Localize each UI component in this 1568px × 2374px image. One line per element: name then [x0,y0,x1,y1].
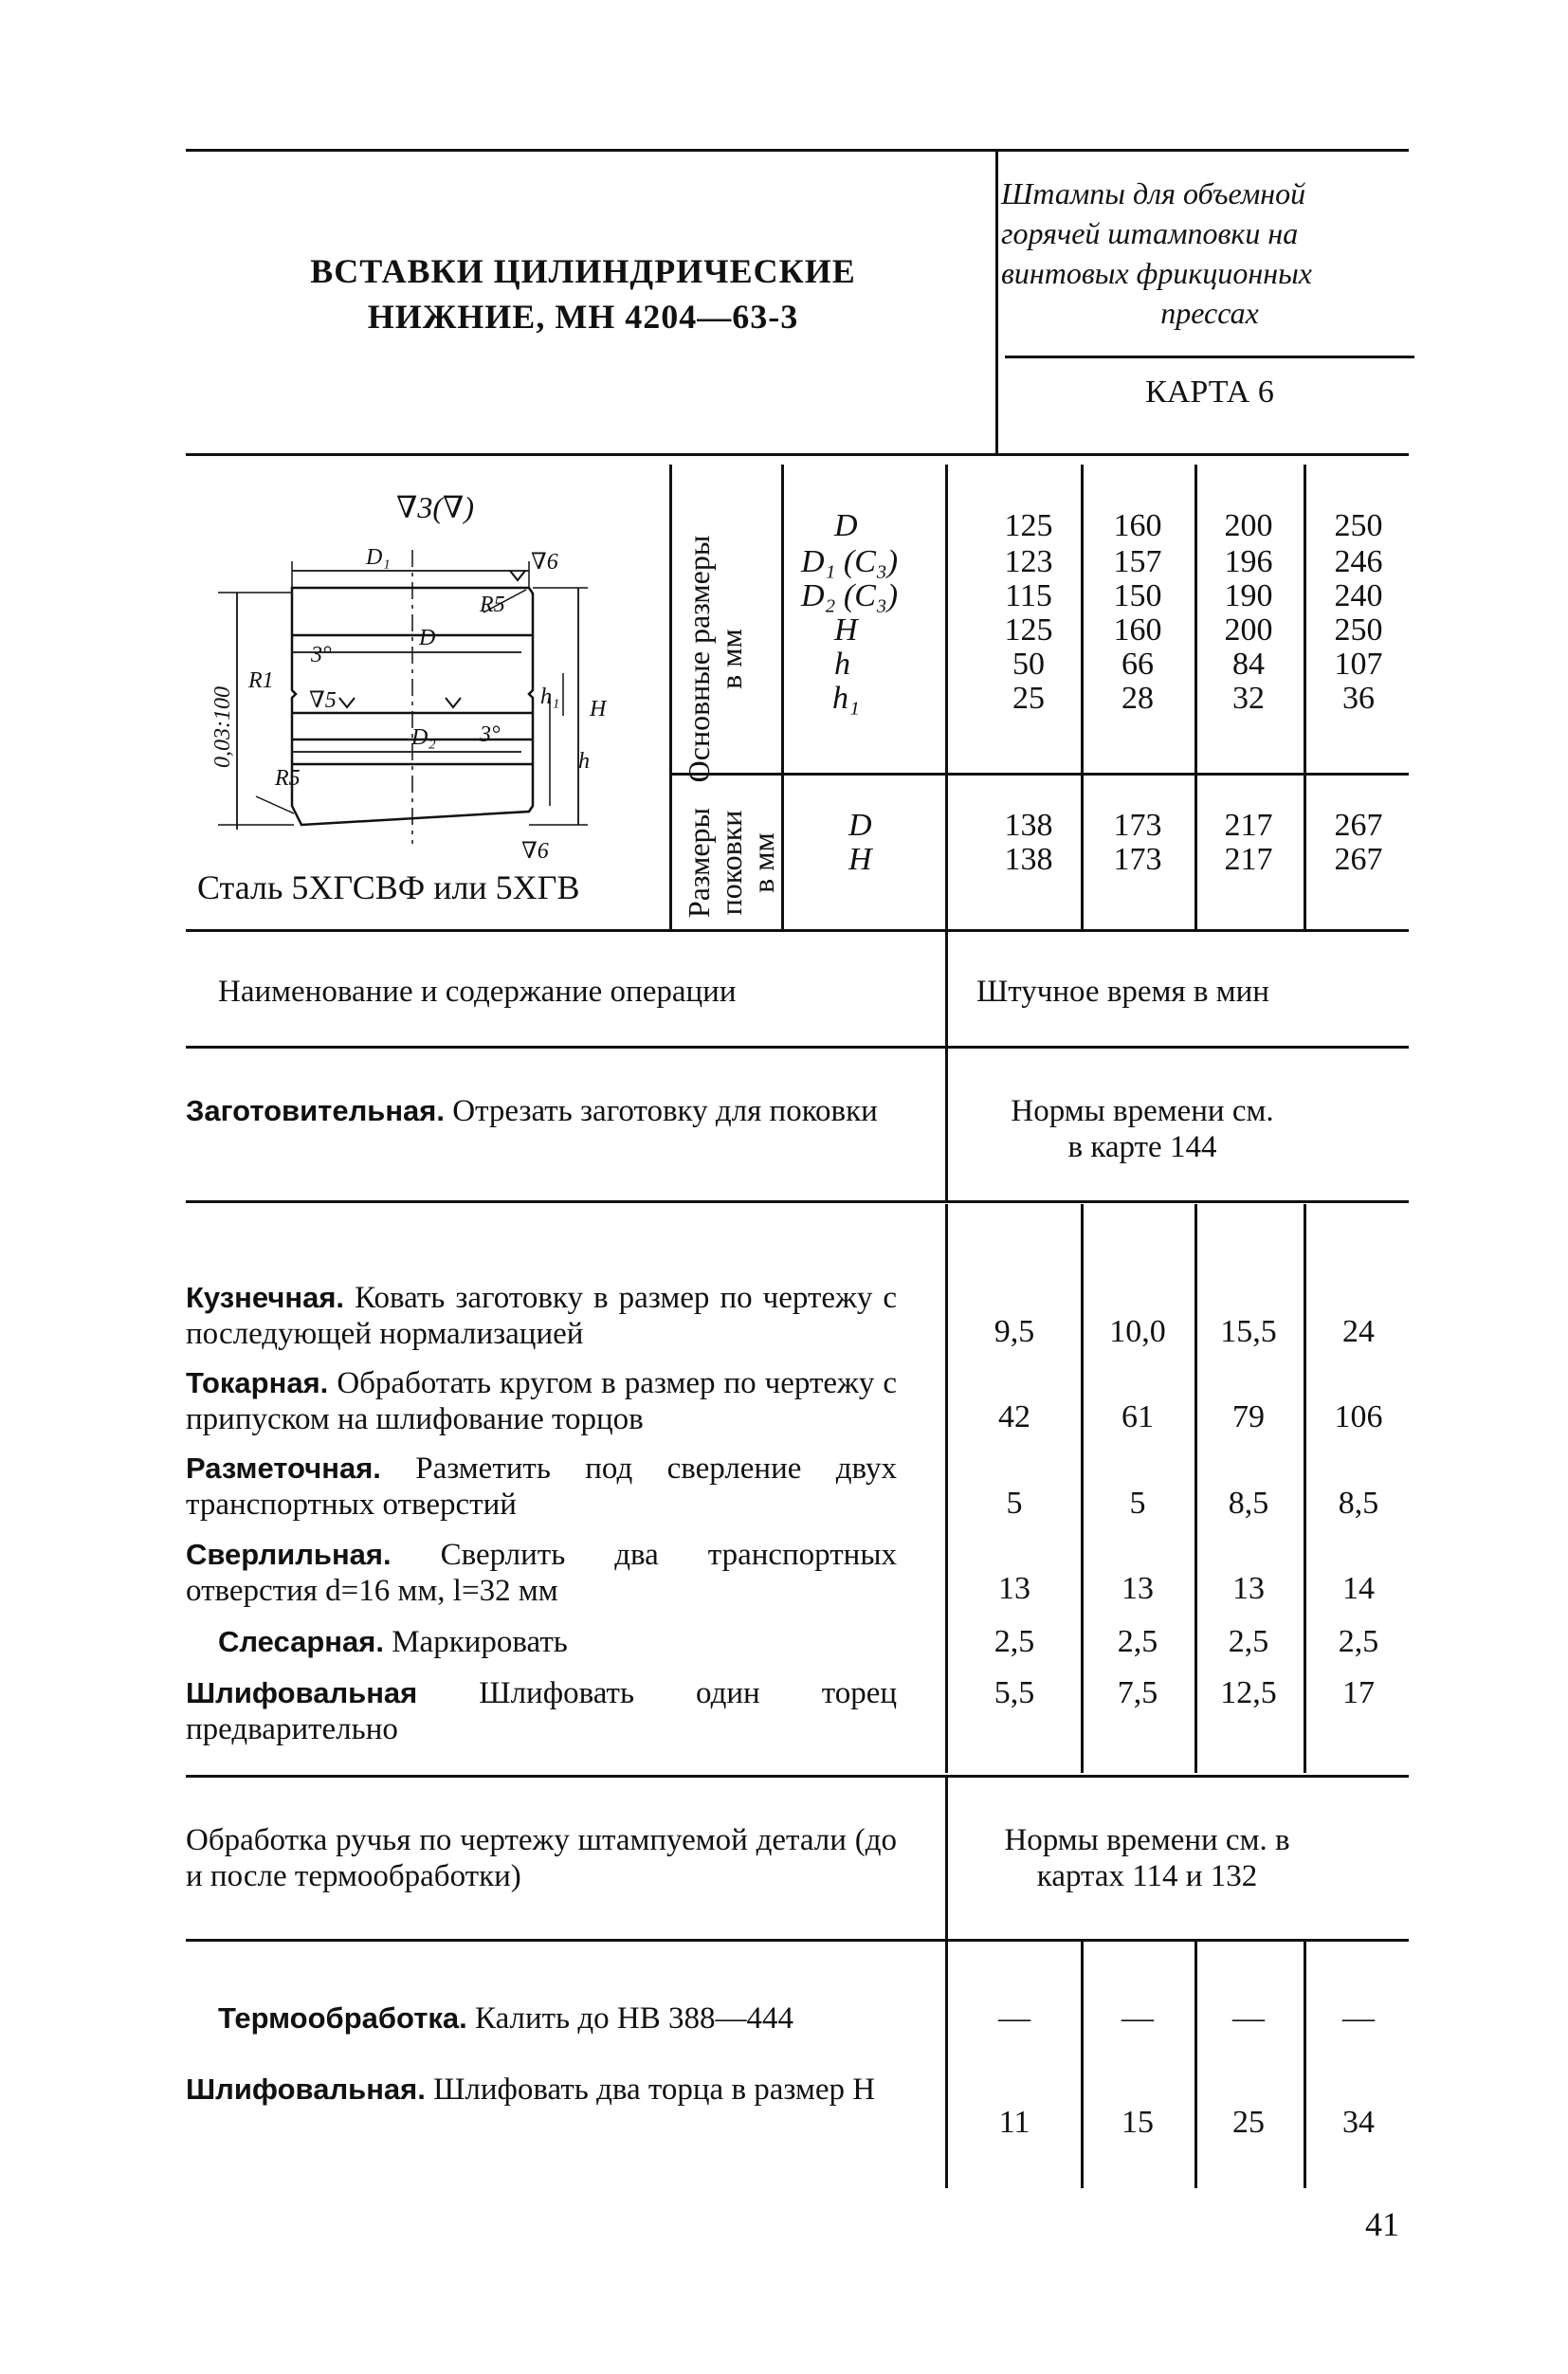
final-divider-2 [1081,1942,1084,2188]
ops-header-divider [945,932,948,1046]
label-roughness-6: ∇6 [531,550,558,575]
op-blank [186,1093,897,1129]
dim-value: 250 [1334,612,1383,648]
dim-value: 28 [1121,681,1154,716]
forge-value: 138 [1004,842,1053,877]
time-value: 2,5 [994,1624,1035,1659]
time-value: 8,5 [1228,1486,1269,1521]
label-h1: h₁ [540,685,560,709]
op-text: Сверлить два транспортных отверстия d=16 мм, l=32 мм [186,1538,897,1608]
time-value: 8,5 [1338,1486,1379,1521]
op-text: Разметить под сверление двух транспортных отверстий [186,1452,897,1522]
dim-value: 125 [1004,508,1053,543]
dim-value: 160 [1113,612,1162,648]
op-drilling [186,1537,897,1609]
label-tolerance: 0,03:100 [210,686,235,768]
dim-value: 115 [1005,578,1052,613]
ops-divider-2 [1081,1204,1084,1773]
time-value: 13 [998,1571,1030,1606]
dim-value: 125 [1004,612,1053,648]
op-grinding [186,1675,897,1747]
symbol: H [834,612,858,648]
label-angle: 3° [311,643,332,667]
blank-rule [186,1200,1409,1203]
op-text: Шлифовать один торец предварительно [186,1676,897,1746]
symbol: D₂ (C₃) [801,578,899,613]
dim-value: 150 [1113,578,1162,613]
op-name: Заготовительная. [186,1094,445,1127]
time-value: 13 [1121,1571,1154,1606]
ops-rule [186,1775,1409,1778]
op-name: Сверлильная. [186,1538,392,1571]
dim-value: 200 [1224,612,1273,648]
subtitle-line: винтовых фрикционных [1001,256,1312,290]
time-value: 5 [1006,1486,1023,1521]
dim-value: 84 [1232,647,1265,682]
steel-grade: Сталь 5ХГСВФ или 5ХГВ [197,868,580,906]
dim-value: 36 [1342,681,1375,716]
op-name: Разметочная. [186,1452,381,1485]
label-R1: R1 [248,668,274,693]
time-value: — [1121,2000,1154,2036]
time-value: 5 [1129,1486,1146,1521]
ops-header-operation: Наименование и содержание операции [218,975,737,1009]
forge-value: 217 [1224,808,1273,843]
label-D1: D₁ [366,545,391,570]
time-value: — [1232,2000,1265,2036]
subtitle [1001,173,1418,333]
time-value: 5,5 [994,1675,1035,1710]
forge-value: 173 [1113,842,1162,877]
final-divider-4 [1304,1942,1306,2188]
card-label: КАРТА 6 [1145,374,1274,410]
forge-value: 267 [1334,842,1383,877]
op-turning [186,1365,897,1437]
page-title: ВСТАВКИ ЦИЛИНДРИЧЕСКИЕ НИЖНИЕ, МН 4204—63-3 [310,252,856,336]
symbol: D [848,808,872,843]
time-value: 14 [1342,1571,1375,1606]
op-name: Шлифовальная. [186,2073,426,2106]
technical-drawing [199,484,654,858]
time-value: 11 [998,2105,1030,2140]
time-value: 79 [1232,1399,1265,1434]
op-forge [186,1280,897,1352]
final-divider-3 [1194,1942,1197,2188]
blank-norm: Нормы времени см. в карте 144 [1011,1094,1274,1164]
time-value: 2,5 [1338,1624,1379,1659]
label-H: H [590,697,607,721]
subtitle-line: горячей штамповки на [1001,216,1299,250]
dim-divider-4 [1081,465,1084,929]
time-value: 9,5 [994,1314,1035,1349]
dim-value: 50 [1012,647,1045,682]
subtitle-line: Штампы для объемной [1001,176,1306,210]
dim-value: 107 [1334,647,1383,682]
forge-value: 217 [1224,842,1273,877]
time-value: 2,5 [1117,1624,1158,1659]
time-value: 15 [1121,2105,1154,2140]
op-text: Маркировать [392,1625,568,1659]
op-fitting [218,1624,897,1660]
time-value: 17 [1342,1675,1375,1710]
op-text: Отрезать заготовку для поковки [452,1094,878,1128]
final-divider-1 [945,1942,948,2188]
op-name: Слесарная. [218,1625,384,1658]
op-heat-treatment [218,2000,897,2036]
ops-header-time: Штучное время в мин [976,975,1269,1009]
dim-value: 250 [1334,508,1383,543]
dim-value: 25 [1012,681,1045,716]
symbol: H [848,842,872,877]
label-roughness-6b: ∇6 [521,839,549,858]
main-dims-label: Основные размеры в мм [682,535,748,783]
time-value: 106 [1334,1399,1383,1434]
label-roughness-5: ∇5 [309,688,337,713]
dim-value: 246 [1334,544,1383,579]
time-value: 61 [1121,1399,1154,1434]
op-name: Токарная. [186,1366,329,1399]
op-name: Термообработка. [218,2001,467,2035]
section-rule-2 [186,929,1409,932]
page-number: 41 [1365,2205,1399,2243]
subtitle-line: прессах [1160,296,1259,330]
blank-divider [945,1049,948,1200]
symbol: h₁ [832,681,860,716]
label-D: D [419,626,436,650]
time-value: 24 [1342,1314,1375,1349]
dim-divider-3 [945,465,948,929]
time-value: 2,5 [1228,1624,1269,1659]
forge-value: 138 [1004,808,1053,843]
time-value: — [998,2000,1030,2036]
op-final-grinding [186,2072,897,2108]
label-R5-bottom: R5 [275,766,301,791]
roughness-symbol: ∇3(∇) [396,490,474,524]
op-text: Ковать заготовку в размер по чертежу с последующей нормализацией [186,1281,898,1351]
symbol: D [834,508,858,543]
dim-value: 200 [1224,508,1273,543]
ops-header-rule [186,1046,1409,1049]
groove-rule [186,1939,1409,1942]
op-name: Шлифовальная [186,1676,418,1709]
dim-value: 196 [1224,544,1273,579]
op-text: Калить до НВ 388—444 [475,2001,793,2036]
time-value: 34 [1342,2105,1375,2140]
groove-norm: Нормы времени см. в картах 114 и 132 [1004,1823,1290,1893]
op-marking [186,1451,897,1523]
forge-dims-label: Размеры поковки в мм [682,807,780,919]
op-name: Кузнечная. [186,1281,345,1314]
top-rule [186,149,1409,152]
op-text: Обработать кругом в размер по чертежу с припуском на шлифование торцов [186,1366,898,1436]
dim-value: 32 [1232,681,1265,716]
time-value: 13 [1232,1571,1265,1606]
dim-divider-1 [669,465,672,929]
dim-value: 66 [1121,647,1154,682]
time-value: 10,0 [1109,1314,1166,1349]
symbol: h [834,647,850,682]
symbol: D₁ (C₃) [801,544,899,579]
header-divider [995,152,998,453]
forge-value: 173 [1113,808,1162,843]
time-value: 25 [1232,2105,1265,2140]
dim-value: 123 [1004,544,1053,579]
label-D2: D₂ [411,725,436,750]
label-angle-2: 3° [480,722,501,747]
dim-value: 157 [1113,544,1162,579]
op-groove: Обработка ручья по чертежу штампуемой детали (до и после термообработки) [186,1823,897,1893]
section-rule [186,453,1409,456]
time-value: 7,5 [1117,1675,1158,1710]
time-value: 15,5 [1220,1314,1277,1349]
label-h: h [578,749,590,774]
groove-divider [945,1778,948,1939]
time-value: 12,5 [1220,1675,1277,1710]
op-text: Шлифовать два торца в размер Н [433,2073,876,2107]
dim-value: 160 [1113,508,1162,543]
card-rule [1005,356,1414,358]
dim-value: 190 [1224,578,1273,613]
time-value: 42 [998,1399,1030,1434]
ops-divider-1 [945,1204,948,1773]
dim-value: 240 [1334,578,1383,613]
time-value: — [1342,2000,1375,2036]
label-R5-top: R5 [480,593,505,617]
forge-value: 267 [1334,808,1383,843]
